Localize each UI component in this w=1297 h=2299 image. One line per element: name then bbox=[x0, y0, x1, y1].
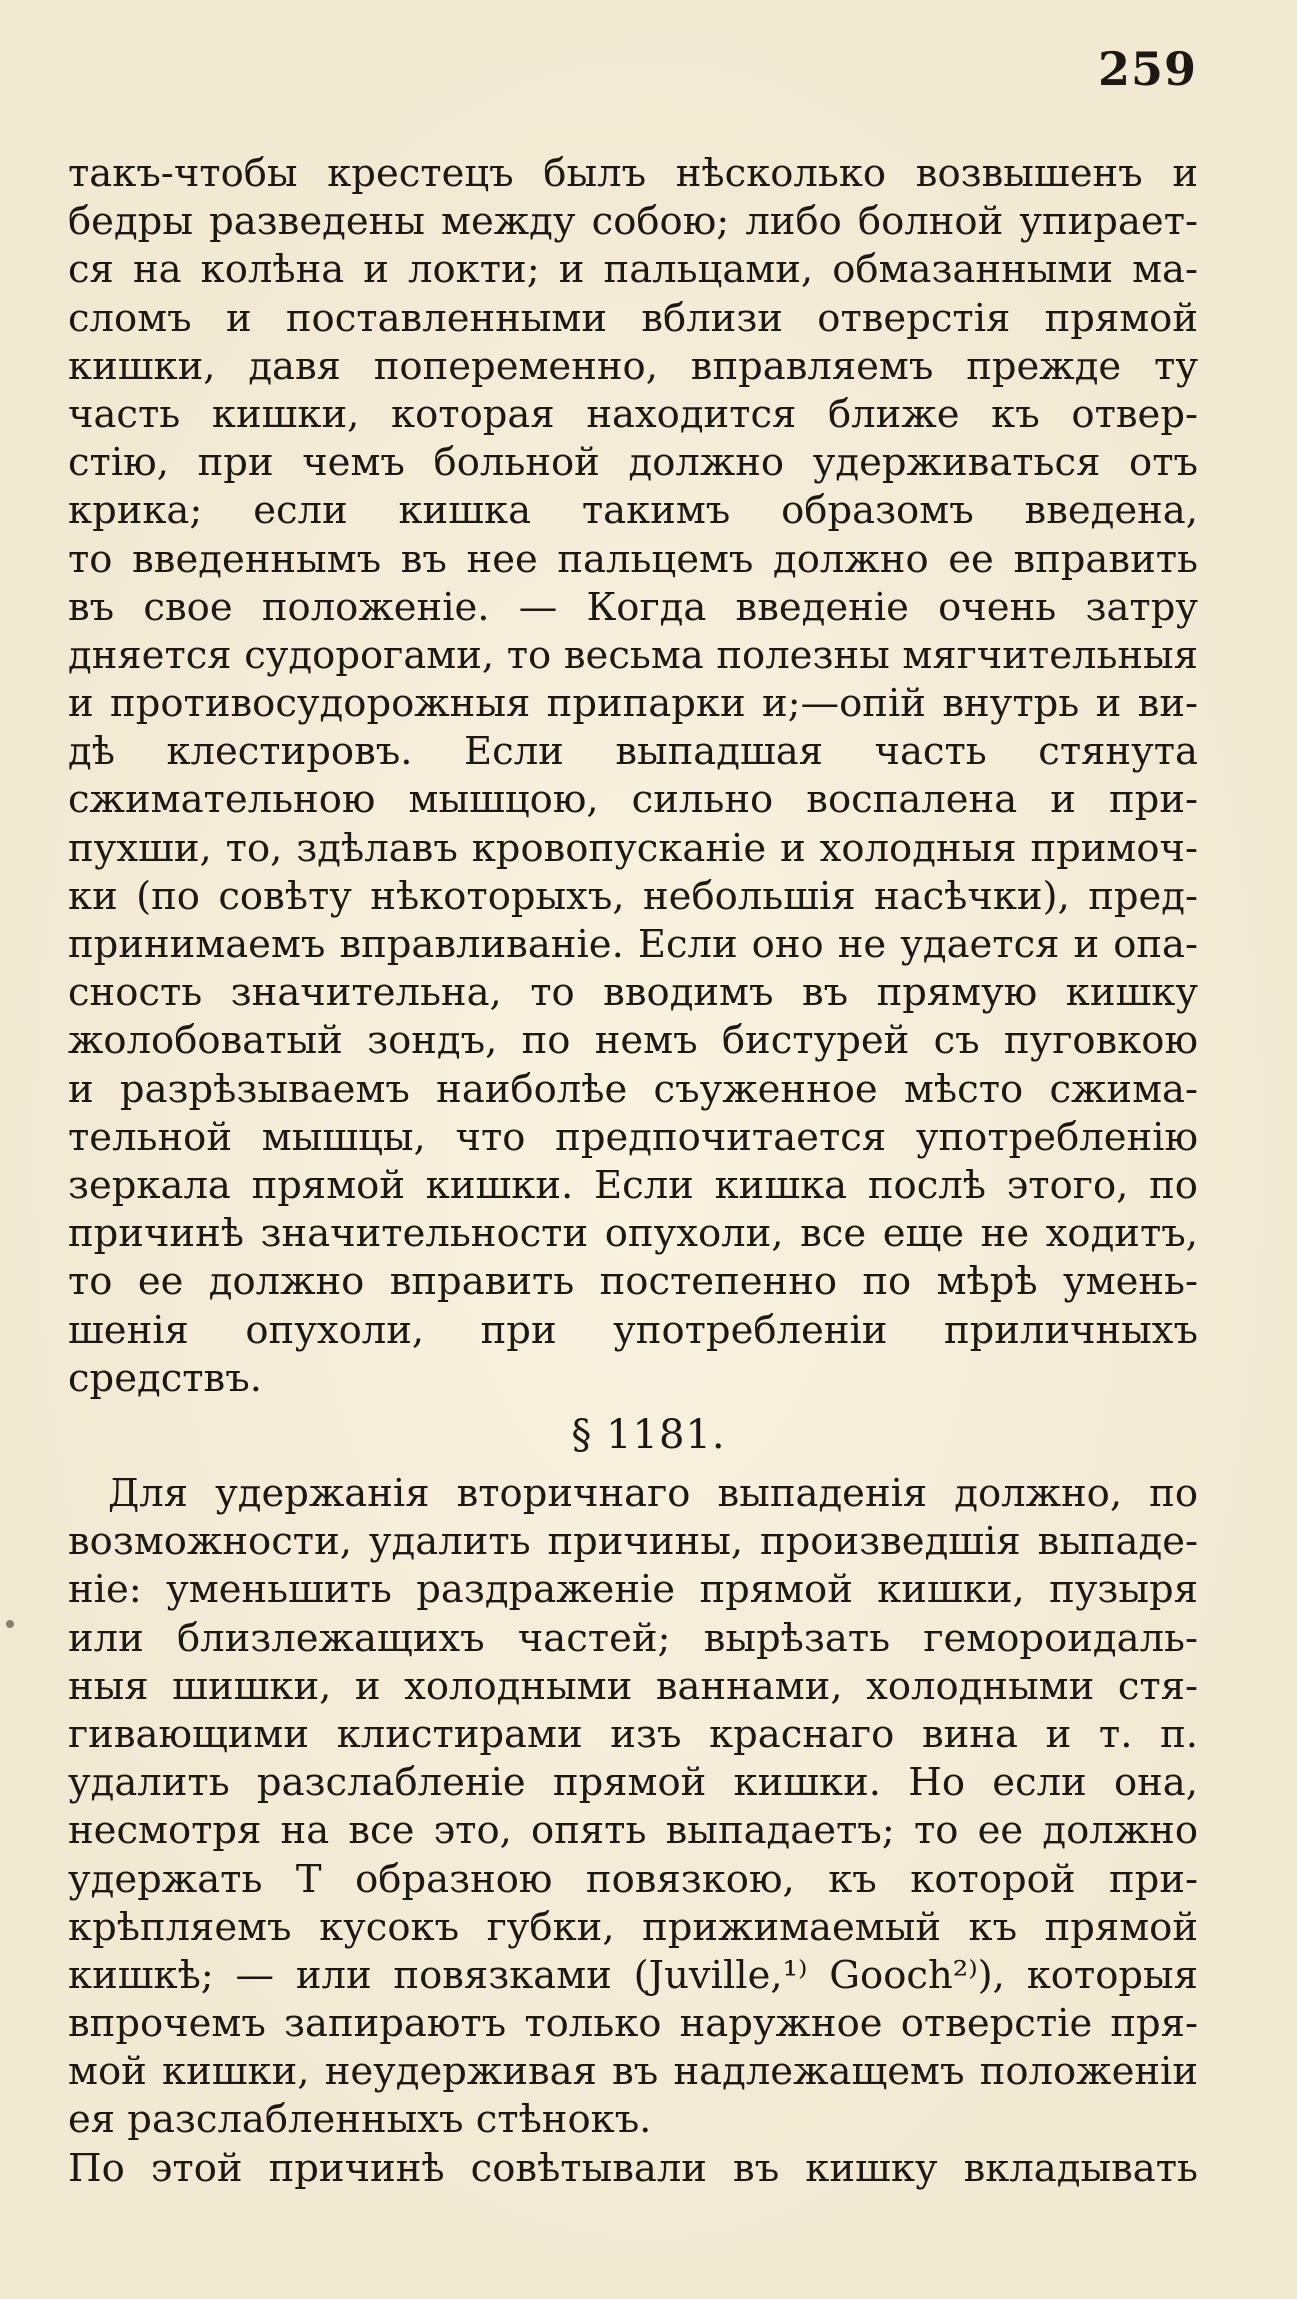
text-line: удалить разслабленіе прямой кишки. Но если она, bbox=[68, 1760, 1198, 1806]
text-line: сность значительна, то вводимъ въ прямую кишку bbox=[68, 970, 1198, 1016]
text-line: мой кишки, неудерживая въ надлежащемъ положеніи bbox=[68, 2049, 1198, 2095]
text-line: кишкѣ; — или повязками (Juville,¹⁾ Gooch²⁾), которыя bbox=[68, 1952, 1198, 1998]
text-line: и противосудорожныя припарки и;—опій внутрь и ви- bbox=[68, 681, 1198, 727]
text-line: сжимательною мышцою, сильно воспалена и при- bbox=[68, 777, 1198, 823]
text-line: принимаемъ вправливаніе. Если оно не удается и опа- bbox=[68, 922, 1198, 967]
text-line: сломъ и поставленными вблизи отверстія прямой bbox=[68, 295, 1198, 341]
text-line: удержать Т образною повязкою, къ которой при- bbox=[68, 1856, 1198, 1902]
text-line: ніе: уменьшить раздраженіе прямой кишки, пузыря bbox=[68, 1567, 1198, 1613]
text-line: возможности, удалить причины, произведшія выпаде- bbox=[68, 1519, 1198, 1565]
text-line: крѣпляемъ кусокъ губки, прижимаемый къ прямой bbox=[68, 1904, 1198, 1950]
text-line: шенія опухоли, при употребленіи приличныхъ bbox=[68, 1307, 1198, 1353]
text-line: то введеннымъ въ нее пальцемъ должно ее вправить bbox=[68, 536, 1198, 582]
text-line: кишки, давя попеременно, вправляемъ прежде ту bbox=[68, 343, 1198, 389]
text-line: зеркала прямой кишки. Если кишка послѣ этого, по bbox=[68, 1162, 1198, 1208]
text-line: крика; если кишка такимъ образомъ введена, bbox=[68, 488, 1198, 534]
text-line: ея разслабленныхъ стѣнокъ. bbox=[68, 2097, 652, 2143]
text-line: бедры разведены между собою; либо болной упирает- bbox=[68, 199, 1198, 245]
text-line: стію, при чемъ больной должно удерживаться отъ bbox=[68, 440, 1198, 486]
paragraph-1 bbox=[68, 150, 1198, 1403]
text-line: дняется судорогами, то весьма полезны мягчительныя bbox=[68, 632, 1198, 678]
text-line: въ свое положеніе. — Когда введеніе очень затру bbox=[68, 584, 1198, 630]
page-number: 259 bbox=[1097, 42, 1197, 96]
text-line: ки (по совѣту нѣкоторыхъ, небольшія насѣчки), пред- bbox=[68, 873, 1198, 919]
text-line: и разрѣзываемъ наиболѣе съуженное мѣсто сжима- bbox=[68, 1066, 1198, 1112]
text-line: такъ-чтобы крестецъ былъ нѣсколько возвышенъ и bbox=[68, 151, 1198, 196]
text-line: пухши, то, здѣлавъ кровопусканіе и холодныя примоч- bbox=[68, 825, 1198, 871]
text-line: ныя шишки, и холодными ваннами, холодными стя- bbox=[68, 1663, 1198, 1709]
text-line: По этой причинѣ совѣтывали въ кишку вкладывать bbox=[68, 2145, 1198, 2191]
text-line: часть кишки, которая находится ближе къ отвер- bbox=[68, 391, 1198, 437]
text-line: или близлежащихъ частей; вырѣзать гемороидаль- bbox=[68, 1615, 1198, 1661]
text-line: причинѣ значительности опухоли, все еще не ходитъ, bbox=[68, 1211, 1198, 1257]
text-line: гивающими клистирами изъ краснаго вина и т. п. bbox=[68, 1711, 1198, 1757]
section-heading: § 1181. bbox=[571, 1412, 726, 1458]
text-line: ся на колѣна и локти; и пальцами, обмазанными ма- bbox=[68, 247, 1198, 293]
paper-speck bbox=[6, 1620, 14, 1628]
text-line: средствъ. bbox=[68, 1355, 262, 1401]
text-line: Для удержанія вторичнаго выпаденія должно, по bbox=[108, 1471, 1198, 1516]
text-line: дѣ клестировъ. Если выпадшая часть стянута bbox=[68, 729, 1198, 775]
text-line: впрочемъ запираютъ только наружное отверстіе пря- bbox=[68, 2001, 1198, 2047]
text-line: жолобоватый зондъ, по немъ бистурей съ пуговкою bbox=[68, 1018, 1198, 1064]
text-line: несмотря на все это, опять выпадаетъ; то ее должно bbox=[68, 1808, 1198, 1854]
paragraph-2 bbox=[68, 1470, 1198, 2193]
text-line: тельной мышцы, что предпочитается употребленію bbox=[68, 1114, 1198, 1160]
text-line: то ее должно вправить постепенно по мѣрѣ умень- bbox=[68, 1259, 1198, 1305]
